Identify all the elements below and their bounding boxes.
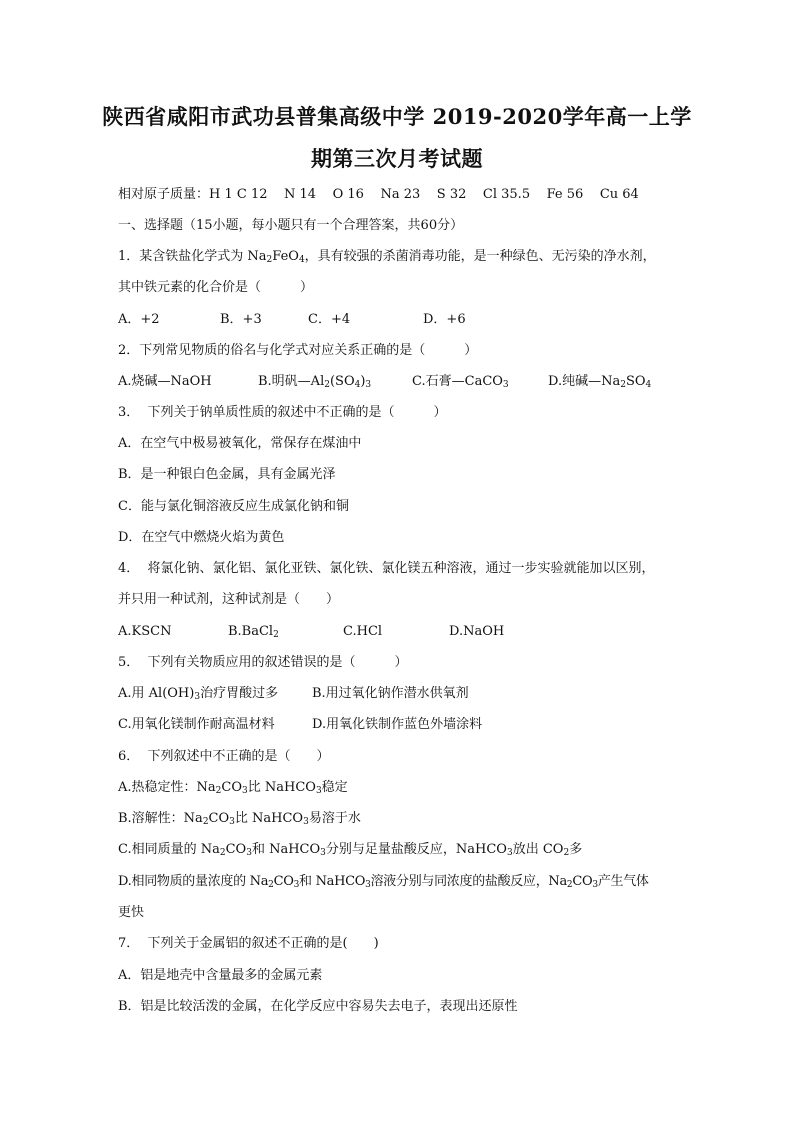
question-1-option-a: A．+2 [118,312,160,327]
question-2-option-c: C.石膏—CaCO$_3$ [412,374,509,390]
question-4-option-b: B.BaCl$_2$ [228,624,279,640]
question-3-option-b: B．是一种银白色金属，具有金属光泽 [118,467,336,482]
exam-title-line1: 陕西省咸阳市武功县普集高级中学 2019-2020学年高一上学 [102,104,692,129]
question-1-stem: 1．某含铁盐化学式为 $Na_2FeO_4$，具有较强的杀菌消毒功能，是一种绿色、无污染的净水剂， [118,249,656,265]
question-5-option-b: B.用过氧化钠作潜水供氧剂 [312,686,469,701]
question-6-option-a: A.热稳定性：$Na_2CO_3$比 NaHCO$_3$稳定 [118,780,348,796]
question-6-option-b: B.溶解性：$Na_2CO_3$比 NaHCO$_3$易溶于水 [118,811,361,827]
question-2-option-b: B.明矾$—Al_2(SO_4)_3$ [258,374,372,390]
question-6-option-d: D.相同物质的量浓度的 $Na_2CO_3$和 NaHCO$_3$溶液分别与同浓度的盐酸反应，$Na_2CO_3$产生气体 [118,874,649,890]
question-3-option-d: D．在空气中燃烧火焰为黄色 [118,530,285,545]
question-3-stem: 3． 下列关于钠单质性质的叙述中不正确的是（ ） [118,405,447,420]
question-4-stem-cont: 并只用一种试剂，这种试剂是（ ） [118,592,340,607]
question-7-option-b: B．铝是比较活泼的金属，在化学反应中容易失去电子，表现出还原性 [118,999,518,1014]
question-3-option-a: A．在空气中极易被氧化，常保存在煤油中 [118,436,362,451]
exam-title-line2: 期第三次月考试题 [311,146,483,171]
question-5-option-a: A.用 $Al(OH)_3$治疗胃酸过多 [118,686,279,702]
question-4-option-d: D.NaOH [449,624,505,639]
question-4-stem: 4． 将氯化钠、氯化铝、氯化亚铁、氯化铁、氯化镁五种溶液，通过一步实验就能加以区别， [118,561,655,576]
question-1-option-d: D．+6 [423,312,466,327]
question-4-option-a: A.KSCN [118,624,172,639]
question-4-option-c: C.HCl [343,624,383,639]
question-6-option-c: C.相同质量的 $Na_2CO_3$和 NaHCO$_3$分别与足量盐酸反应，NaHCO$_3$放出 $CO_2$多 [118,842,583,858]
question-2-option-d: D.纯碱$—Na_2SO_4$ [548,374,652,390]
question-1-option-c: C．+4 [308,312,351,327]
question-2-option-a: A.烧碱—NaOH [118,374,212,389]
question-6-stem: 6． 下列叙述中不正确的是（ ） [118,749,330,764]
question-3-option-c: C．能与氯化铜溶液反应生成氯化钠和铜 [118,499,349,514]
question-5-option-c: C.用氧化镁制作耐高温材料 [118,717,275,732]
section-heading: 一、选择题（15小题，每小题只有一个合理答案，共60分） [118,218,464,233]
question-2-stem: 2．下列常见物质的俗名与化学式对应关系正确的是（ ） [118,343,478,358]
question-7-option-a: A．铝是地壳中含量最多的金属元素 [118,968,323,983]
question-5-stem: 5． 下列有关物质应用的叙述错误的是（ ） [118,655,408,670]
question-1-option-b: B．+3 [220,312,262,327]
question-7-stem: 7． 下列关于金属铝的叙述不正确的是( ) [118,936,379,951]
question-6-option-d-cont: 更快 [118,905,145,920]
question-5-option-d: D.用氧化铁制作蓝色外墙涂料 [312,717,483,732]
atomic-mass-note: 相对原子质量：H 1 C 12 N 14 O 16 Na 23 S 32 Cl 35.5 Fe 56 Cu 64 [118,187,639,202]
question-1-stem-cont: 其中铁元素的化合价是（ ） [118,280,314,295]
